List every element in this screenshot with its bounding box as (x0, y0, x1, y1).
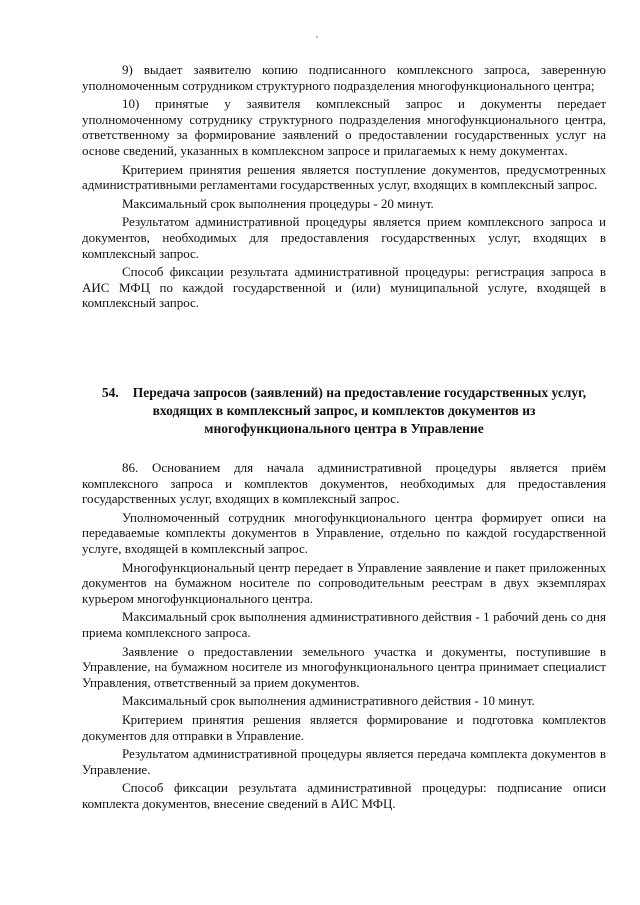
paragraph-decision-criterion-2: Критерием принятия решения является формирование и подготовка комплектов документов для отправки в Управление. (82, 711, 606, 743)
section-number: 54. (101, 385, 119, 400)
paragraph-inventory: Уполномоченный сотрудник многофункционального центра формирует описи на передаваемые комплекты документов в Управление, отдельно по каждой государственной услуге, входящей в комплексный запрос. (82, 509, 606, 556)
paragraph-acceptance: Заявление о предоставлении земельного участка и документы, поступившие в Управление, на бумажном носителе из многофункционального центра принимает специалист Управления, ответственный за прием документов. (82, 643, 606, 690)
paragraph-result-2: Результатом административной процедуры является передача комплекта документов в Управление. (82, 746, 606, 777)
paragraph-transfer: Многофункциональный центр передает в Управление заявление и пакет приложенных документов на бумажном носителе по сопроводительным реестрам в двух экземплярах курьером многофункционального центра. (82, 559, 606, 606)
paragraph-decision-criterion: Критерием принятия решения является поступление документов, предусмотренных административными регламентами государственных услуг, входящих в комплексный запрос. (82, 161, 606, 193)
section-heading (82, 384, 606, 438)
paragraph-fixation-method-2: Способ фиксации результата административной процедуры: подписание описи комплекта документов, внесение сведений в АИС МФЦ. (82, 780, 606, 811)
paragraph-result: Результатом административной процедуры является прием комплексного запроса и документов, необходимых для предоставления государственных услуг, входящих в комплексный запрос. (82, 214, 606, 261)
scan-speck (316, 36, 318, 38)
paragraph-fixation-method: Способ фиксации результата административной процедуры: регистрация запроса в АИС МФЦ по каждой государственной и (или) муниципальной услуге, входящей в комплексный запрос. (82, 264, 606, 311)
paragraph-max-time-1-day: Максимальный срок выполнения административного действия - 1 рабочий день со дня приема комплексного запроса. (82, 609, 606, 640)
paragraph-max-time-10-min: Максимальный срок выполнения административного действия - 10 минут. (122, 693, 535, 709)
section-title: Передача запросов (заявлений) на предоставление государственных услуг, входящих в комплексный запрос, и комплектов документов из многофункционального центра в Управление (132, 385, 587, 436)
paragraph-max-time: Максимальный срок выполнения процедуры - 20 минут. (122, 195, 434, 211)
paragraph-item-9: 9) выдает заявителю копию подписанного комплексного запроса, заверенную уполномоченным сотрудником структурного подразделения многофункционального центра; (82, 62, 606, 93)
text-block-2 (82, 460, 606, 811)
text-block-1 (82, 62, 606, 311)
paragraph-item-10: 10) принятые у заявителя комплексный запрос и документы передает уполномоченному сотруднику структурного подразделения многофункционального центра, ответственному за формирование заявлений о предоставлении государственных услуг на основе сведений, указанных в комплексном запросе и прилагаемых к нему документах. (82, 96, 606, 158)
paragraph-item-86: 86. Основанием для начала административной процедуры является приём комплексного запроса и комплектов документов, необходимых для предоставления государственных услуг, входящих в комплексный запрос. (82, 460, 606, 507)
